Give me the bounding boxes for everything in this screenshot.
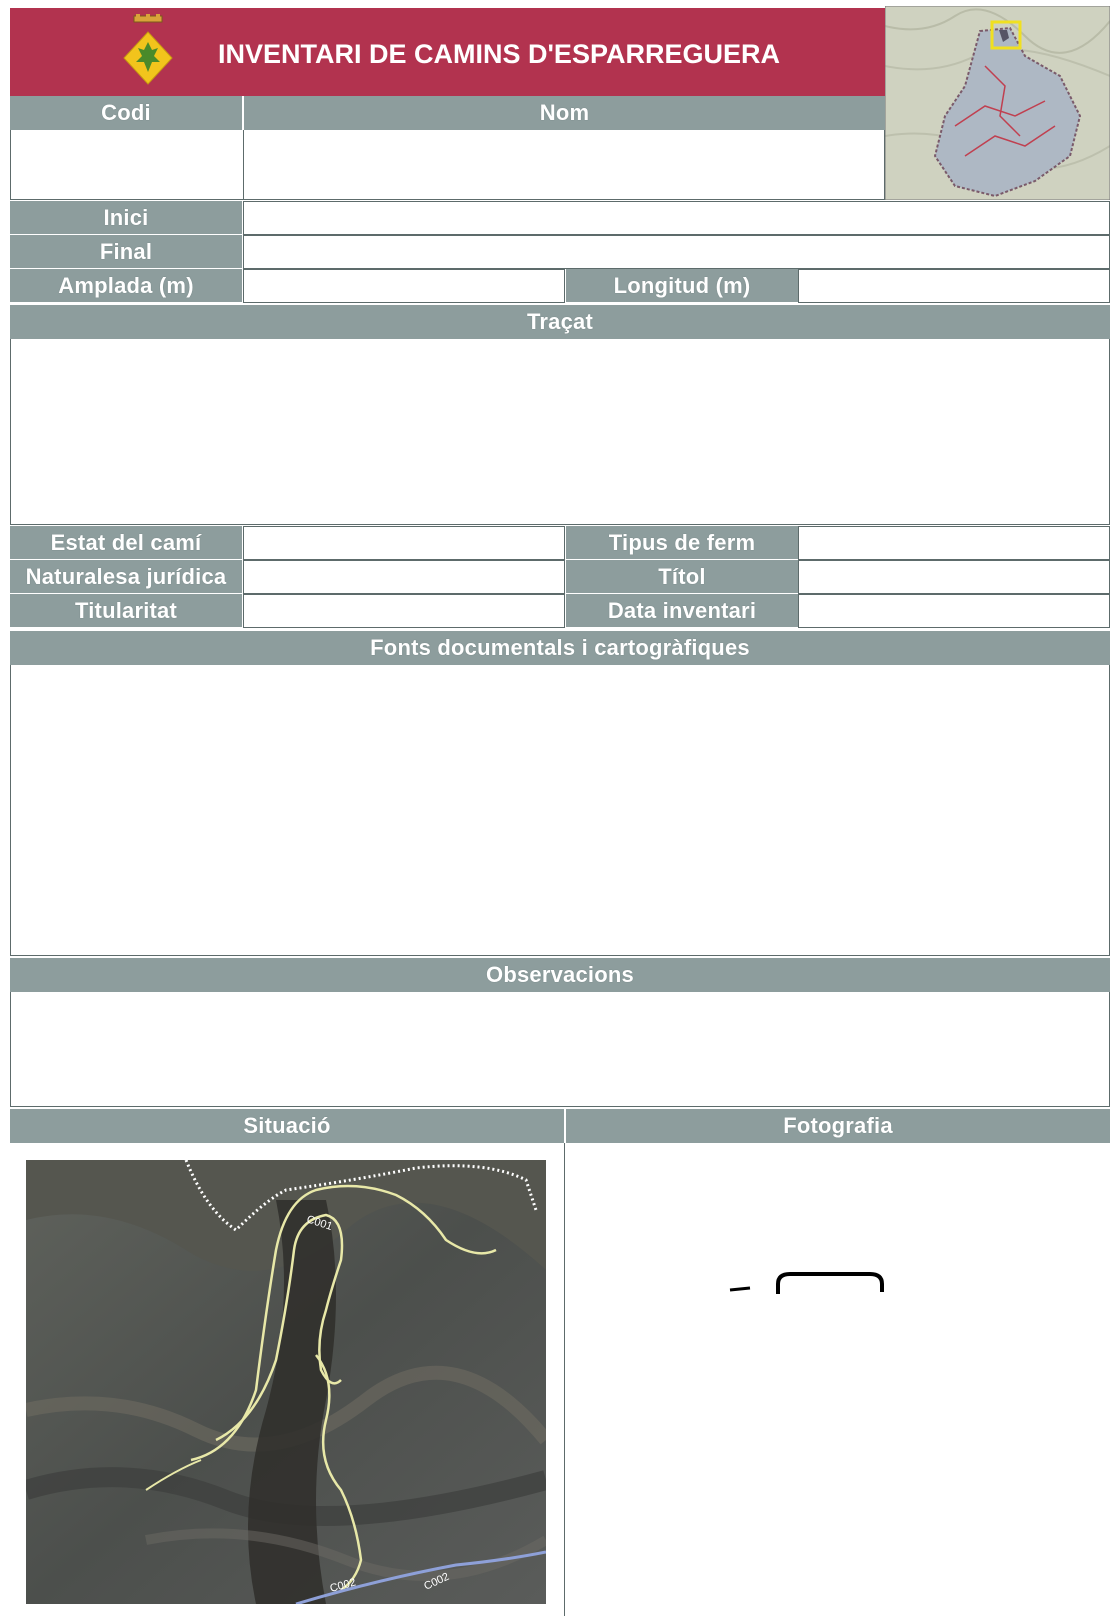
data-inventari-label: Data inventari bbox=[566, 594, 798, 627]
longitud-label: Longitud (m) bbox=[566, 269, 798, 302]
fotografia-header: Fotografia bbox=[566, 1109, 1110, 1143]
nom-header: Nom bbox=[244, 96, 885, 130]
tipus-ferm-label: Tipus de ferm bbox=[566, 526, 798, 559]
situacio-header: Situació bbox=[10, 1109, 564, 1143]
titol-label: Títol bbox=[566, 560, 798, 593]
tracat-header: Traçat bbox=[10, 305, 1110, 339]
route-label-b: C002 bbox=[328, 1576, 358, 1595]
amplada-field[interactable] bbox=[243, 269, 565, 303]
route-label-c: C002 bbox=[422, 1570, 452, 1593]
naturalesa-field[interactable] bbox=[243, 560, 565, 594]
observacions-field[interactable] bbox=[10, 992, 1110, 1107]
photo-divider bbox=[564, 1143, 565, 1616]
situation-map bbox=[26, 1160, 546, 1604]
codi-field[interactable] bbox=[10, 130, 244, 200]
titularitat-label: Titularitat bbox=[10, 594, 242, 627]
estat-label: Estat del camí bbox=[10, 526, 242, 559]
estat-field[interactable] bbox=[243, 526, 565, 560]
tipus-ferm-field[interactable] bbox=[798, 526, 1110, 560]
inici-field[interactable] bbox=[243, 201, 1110, 235]
photo-placeholder bbox=[700, 1270, 1000, 1310]
final-label: Final bbox=[10, 235, 242, 268]
data-inventari-field[interactable] bbox=[798, 594, 1110, 628]
route-label-a: C001 bbox=[305, 1213, 334, 1233]
nom-field[interactable] bbox=[243, 130, 885, 200]
fonts-header: Fonts documentals i cartogràfiques bbox=[10, 631, 1110, 665]
observacions-header: Observacions bbox=[10, 958, 1110, 992]
amplada-label: Amplada (m) bbox=[10, 269, 242, 302]
final-field[interactable] bbox=[243, 235, 1110, 269]
fonts-field[interactable] bbox=[10, 665, 1110, 956]
tracat-field[interactable] bbox=[10, 339, 1110, 525]
longitud-field[interactable] bbox=[798, 269, 1110, 303]
codi-header: Codi bbox=[10, 96, 242, 130]
coat-of-arms-logo bbox=[122, 14, 174, 88]
titol-field[interactable] bbox=[798, 560, 1110, 594]
page-title: INVENTARI DE CAMINS D'ESPARREGUERA bbox=[218, 38, 780, 69]
naturalesa-label: Naturalesa jurídica bbox=[10, 560, 242, 593]
inici-label: Inici bbox=[10, 201, 242, 234]
overview-map bbox=[885, 6, 1110, 200]
titularitat-field[interactable] bbox=[243, 594, 565, 628]
